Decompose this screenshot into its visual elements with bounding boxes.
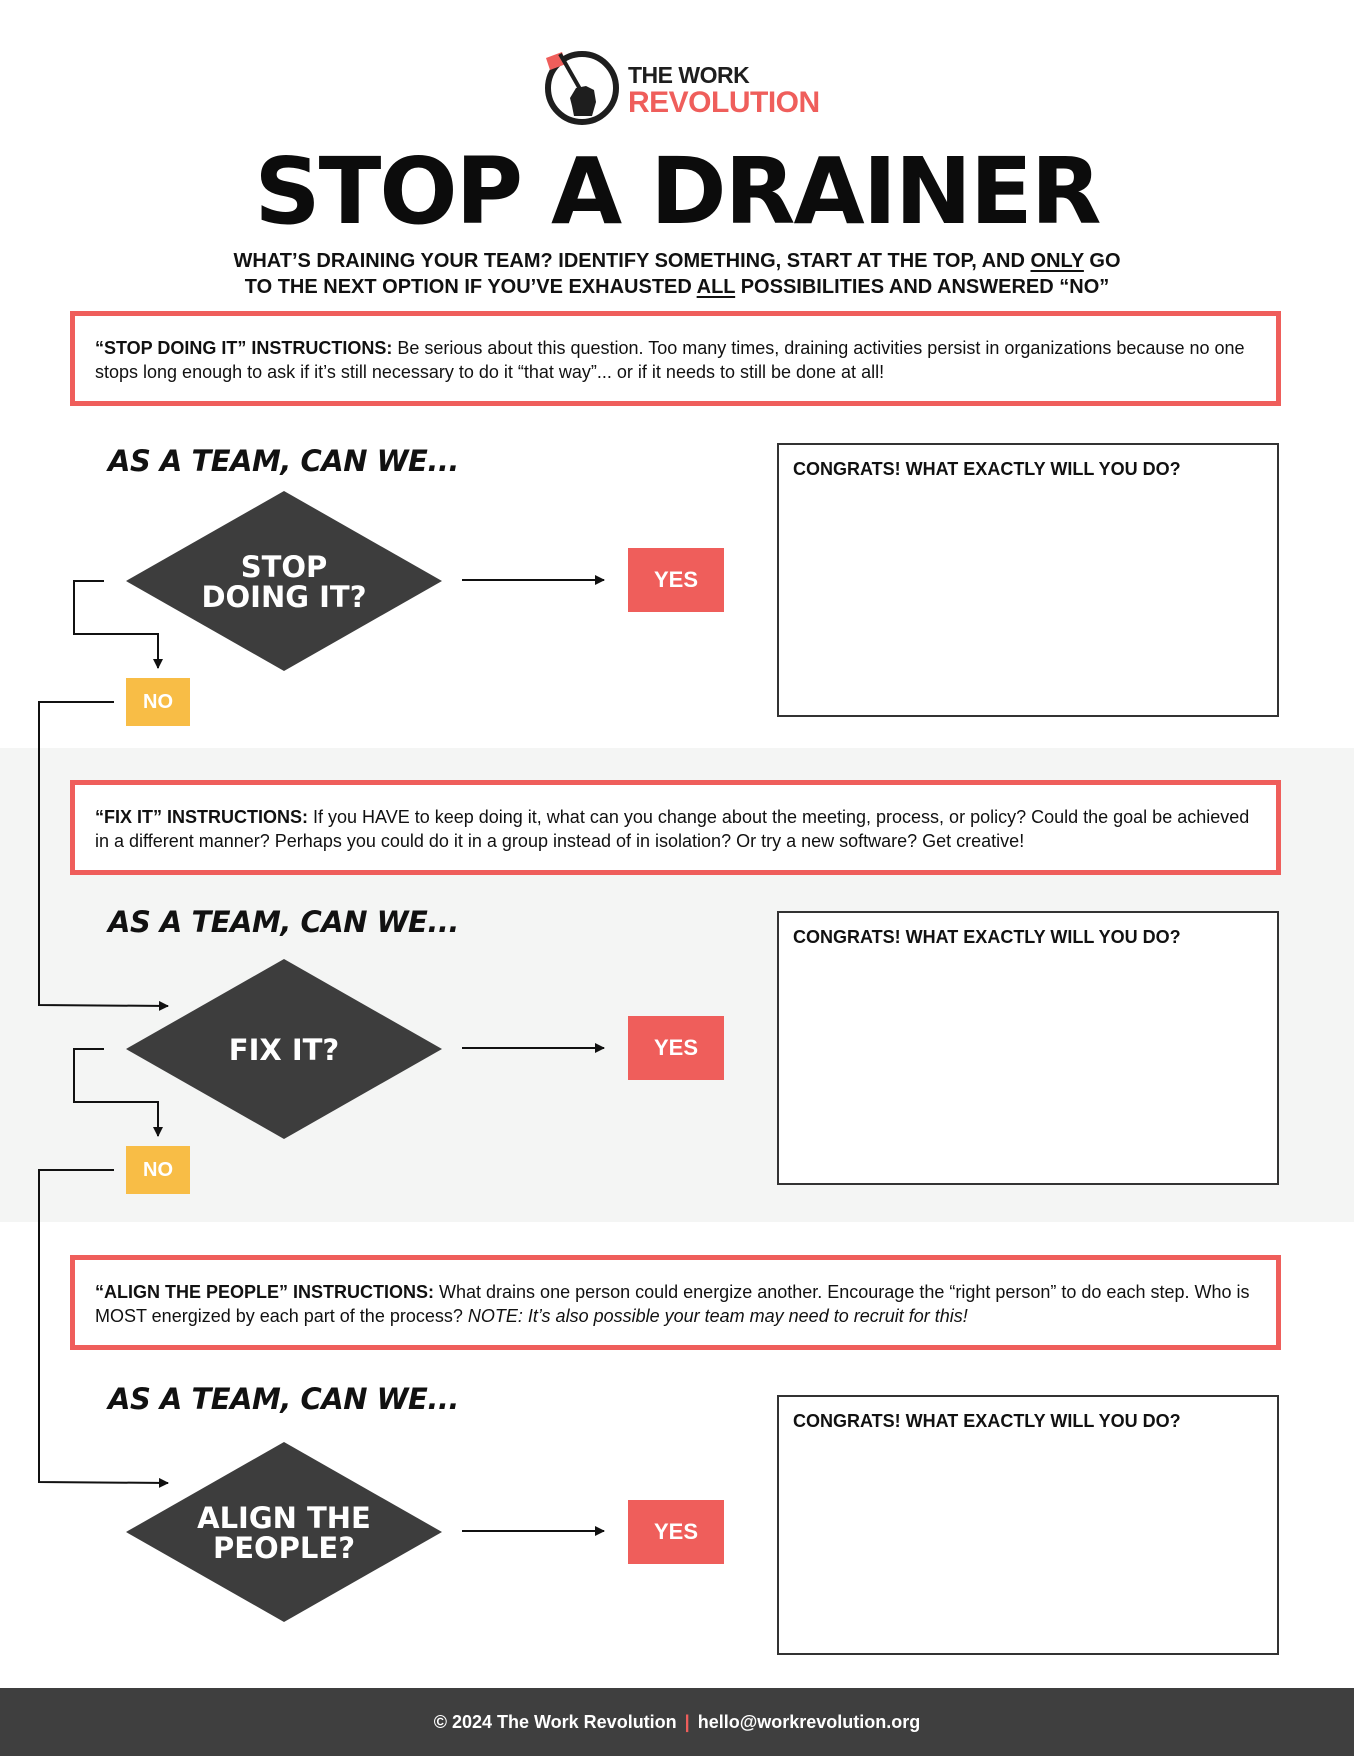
yes-label: YES: [628, 1500, 724, 1564]
decision-align-people: [126, 1442, 442, 1622]
logo-line1: THE WORK: [628, 62, 750, 88]
instructions-label: “ALIGN THE PEOPLE” INSTRUCTIONS:: [95, 1282, 435, 1302]
brand-logo: [536, 44, 836, 134]
instructions-text: Be serious about this question. Too many times, draining activities persist in organizations because no one stops long enough to ask if it’s still necessary to do it “that way”... or if it needs to still be done at all!: [95, 338, 1245, 382]
team-heading: AS A TEAM, CAN WE...: [108, 905, 459, 939]
yes-label: YES: [628, 1016, 724, 1080]
instructions-text: If you HAVE to keep doing it, what can you change about the meeting, process, or policy? Could the goal be achieved in a different manner? Perhaps you could do it in a group instead of in isolation? Or try a new software? Get creative!: [95, 807, 1250, 851]
footer-separator: |: [684, 1711, 690, 1732]
footer: [0, 1688, 1354, 1756]
fix-it-instructions: [70, 780, 1281, 875]
instructions-text: What drains one person could energize another. Encourage the “right person” to do each step. Who is MOST energized by each part of the process?: [95, 1282, 1250, 1326]
decision-label-line2: DOING IT?: [201, 580, 367, 614]
footer-copyright: © 2024 The Work Revolution: [433, 1711, 677, 1732]
answer-box-label: CONGRATS! WHAT EXACTLY WILL YOU DO?: [793, 927, 1181, 947]
decision-label-line1: ALIGN THE: [197, 1501, 371, 1535]
answer-box-label: CONGRATS! WHAT EXACTLY WILL YOU DO?: [793, 1411, 1181, 1431]
logo-line2: REVOLUTION: [628, 86, 820, 119]
decision-fix-it: [126, 959, 442, 1139]
subtitle: WHAT’S DRAINING YOUR TEAM? IDENTIFY SOMETHING, START AT THE TOP, AND ONLY GO TO THE NEXT OPTION IF YOU’VE EXHAUSTED ALL POSSIBILITIES AND ANSWERED “NO”: [233, 250, 1121, 298]
instructions-note: NOTE: It’s also possible your team may need to recruit for this!: [467, 1306, 968, 1326]
page-title: STOP A DRAINER: [254, 138, 1100, 245]
raised-fist-flag-icon: [536, 44, 622, 134]
yes-label: YES: [628, 548, 724, 612]
answer-box[interactable]: [777, 443, 1279, 717]
stop-doing-instructions: [70, 311, 1281, 406]
decision-stop-doing: [126, 491, 442, 671]
answer-box-label: CONGRATS! WHAT EXACTLY WILL YOU DO?: [793, 459, 1181, 479]
no-label: NO: [126, 1146, 190, 1194]
decision-label-line1: FIX IT?: [228, 1033, 340, 1067]
answer-box[interactable]: [777, 911, 1279, 1185]
answer-box[interactable]: [777, 1395, 1279, 1655]
decision-label-line2: PEOPLE?: [212, 1531, 356, 1565]
decision-label-line1: STOP: [240, 550, 328, 584]
instructions-label: “STOP DOING IT” INSTRUCTIONS:: [95, 338, 393, 358]
team-heading: AS A TEAM, CAN WE...: [108, 1382, 459, 1416]
footer-email-link[interactable]: hello@workrevolution.org: [697, 1711, 921, 1732]
team-heading: AS A TEAM, CAN WE...: [108, 444, 459, 478]
no-label: NO: [126, 678, 190, 726]
align-people-instructions: [70, 1255, 1281, 1350]
instructions-label: “FIX IT” INSTRUCTIONS:: [95, 807, 308, 827]
